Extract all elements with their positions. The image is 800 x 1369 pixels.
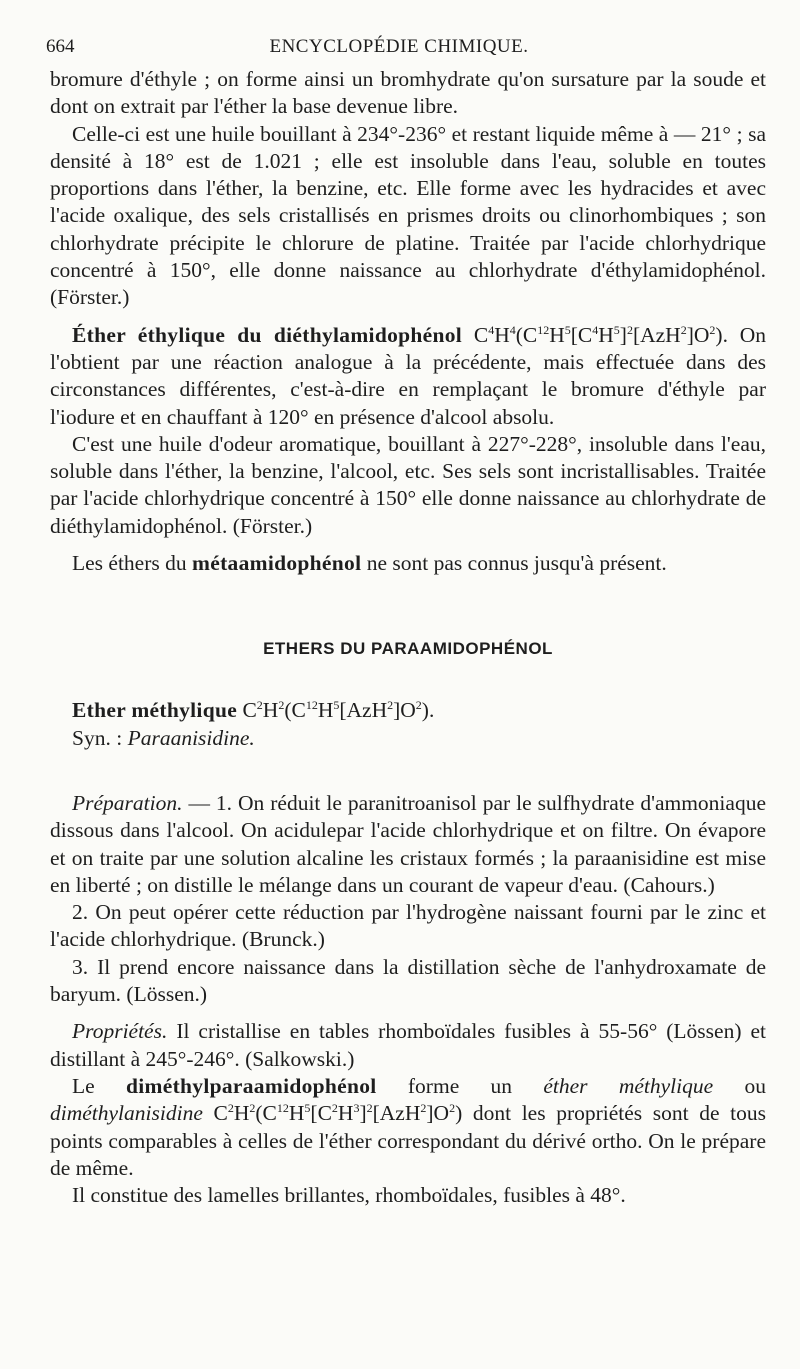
paragraph-5: Les éthers du métaamidophénol ne sont pas connus jusqu'à présent. <box>72 551 667 576</box>
page-number: 664 <box>46 36 75 57</box>
paragraph-properties: Propriétés. Il cristallise en tables rhomboïdales fusibles à 55-56° (Lössen) et distillant à 245°-246°. (Salkowski.) <box>50 1019 766 1071</box>
paragraph-2: Celle-ci est une huile bouillant à 234°-236° et restant liquide même à — 21° ; sa densité à 18° est de 1.021 ; elle est insoluble dans l'eau, soluble en toutes proportions dans l'éther, la benzine, etc. Elle forme avec les hydracides et avec l'acide oxalique, des sels cristallisés en prismes droits ou clinorhombiques ; son chlorhydrate précipite le chlorure de platine. Traitée par l'acide chlorhydrique concentré à 150°, elle donne naissance au chlorhydrate d'éthylamidophénol. (Förster.) <box>50 121 766 310</box>
paragraph-prep-3: 3. Il prend encore naissance dans la distillation sèche de l'anhydroxamate de baryum. (Lössen.) <box>50 954 766 1007</box>
paragraph-prep-2: 2. On peut opérer cette réduction par l'hydrogène naissant fourni par le zinc et l'acide chlorhydrique. (Brunck.) <box>50 900 766 952</box>
running-title: ENCYCLOPÉDIE CHIMIQUE. <box>269 36 529 57</box>
formula-methyl: $C^2H^2(C^{12}H^5[AzH^2]O^2)$. <box>242 698 435 723</box>
compound-heading-methyl: Ether méthylique <box>72 698 238 723</box>
synonym-name: Paraanisidine. <box>127 725 255 750</box>
text-block <box>50 66 766 1209</box>
paragraph-last: Il constitue des lamelles brillantes, rhomboïdales, fusibles à 48°. <box>72 1183 626 1208</box>
paragraph-1: bromure d'éthyle ; on forme ainsi un bromhydrate qu'on sursature par la soude et dont on extrait par l'éther la base devenue libre. <box>50 67 766 119</box>
paragraph-4: C'est une huile d'odeur aromatique, bouillant à 227°-228°, insoluble dans l'eau, soluble dans l'éther, la benzine, l'alcool, etc. Ses sels sont incristallisables. Traitée par l'acide chlorhydrique concentré à 150° elle donne naissance au chlorhydrate de diéthylamidophénol. (Förster.) <box>50 431 766 538</box>
paragraph-3 <box>50 322 766 431</box>
paragraph-6 <box>50 697 766 724</box>
running-head <box>46 36 752 60</box>
paragraph-3-text: On l'obtient par une réaction analogue à la précédente, mais effectuée dans des circonstances différentes, c'est-à-dire en remplaçant le bromure d'éthyle par l'iodure et en chauffant à 120° en présence d'alcool absolu. <box>50 322 766 429</box>
formula-diethyl: $C^4H^4(C^{12}H^5[C^4H^5]^2[AzH^2]O^2)$. <box>473 322 728 347</box>
formula-dimethyl: $C^2H^2(C^{12}H^5[C^2H^3]^2[AzH^2]O^2)$ <box>202 1101 463 1126</box>
properties-label: Propriétés. <box>72 1019 168 1044</box>
synonym-line: Syn. : Paraanisidine. <box>72 725 255 750</box>
section-heading: ETHERS DU PARAAMIDOPHÉNOL <box>263 639 553 659</box>
paragraph-dimethyl: Le diméthylparaamidophénol forme un éther méthylique ou diméthylanisidine $C^2H^2(C^{12}H^5[C^2H^3]^2[AzH^2]O^2)$ dont les propriétés sont de tous points comparables à celles de l'éther correspondant du dérivé ortho. On le prépare de même. <box>50 1073 766 1180</box>
metaamidophenol-term: métaamidophénol <box>192 551 362 576</box>
preparation-label: Préparation. <box>72 790 183 815</box>
dimethyl-term: diméthylparaamidophénol <box>125 1073 377 1098</box>
compound-heading-diethyl: Éther éthylique du diéthylamidophénol <box>72 322 463 347</box>
paragraph-preparation: Préparation. — 1. On réduit le paranitroanisol par le sulfhydrate d'ammoniaque dissous dans l'alcool. On acidulepar l'acide chlorhydrique et on filtre. On évapore et on traite par une solution alcaline les cristaux formés ; la paraanisidine est mise en liberté ; on distille le mélange dans un courant de vapeur d'eau. (Cahours.) <box>50 790 766 897</box>
